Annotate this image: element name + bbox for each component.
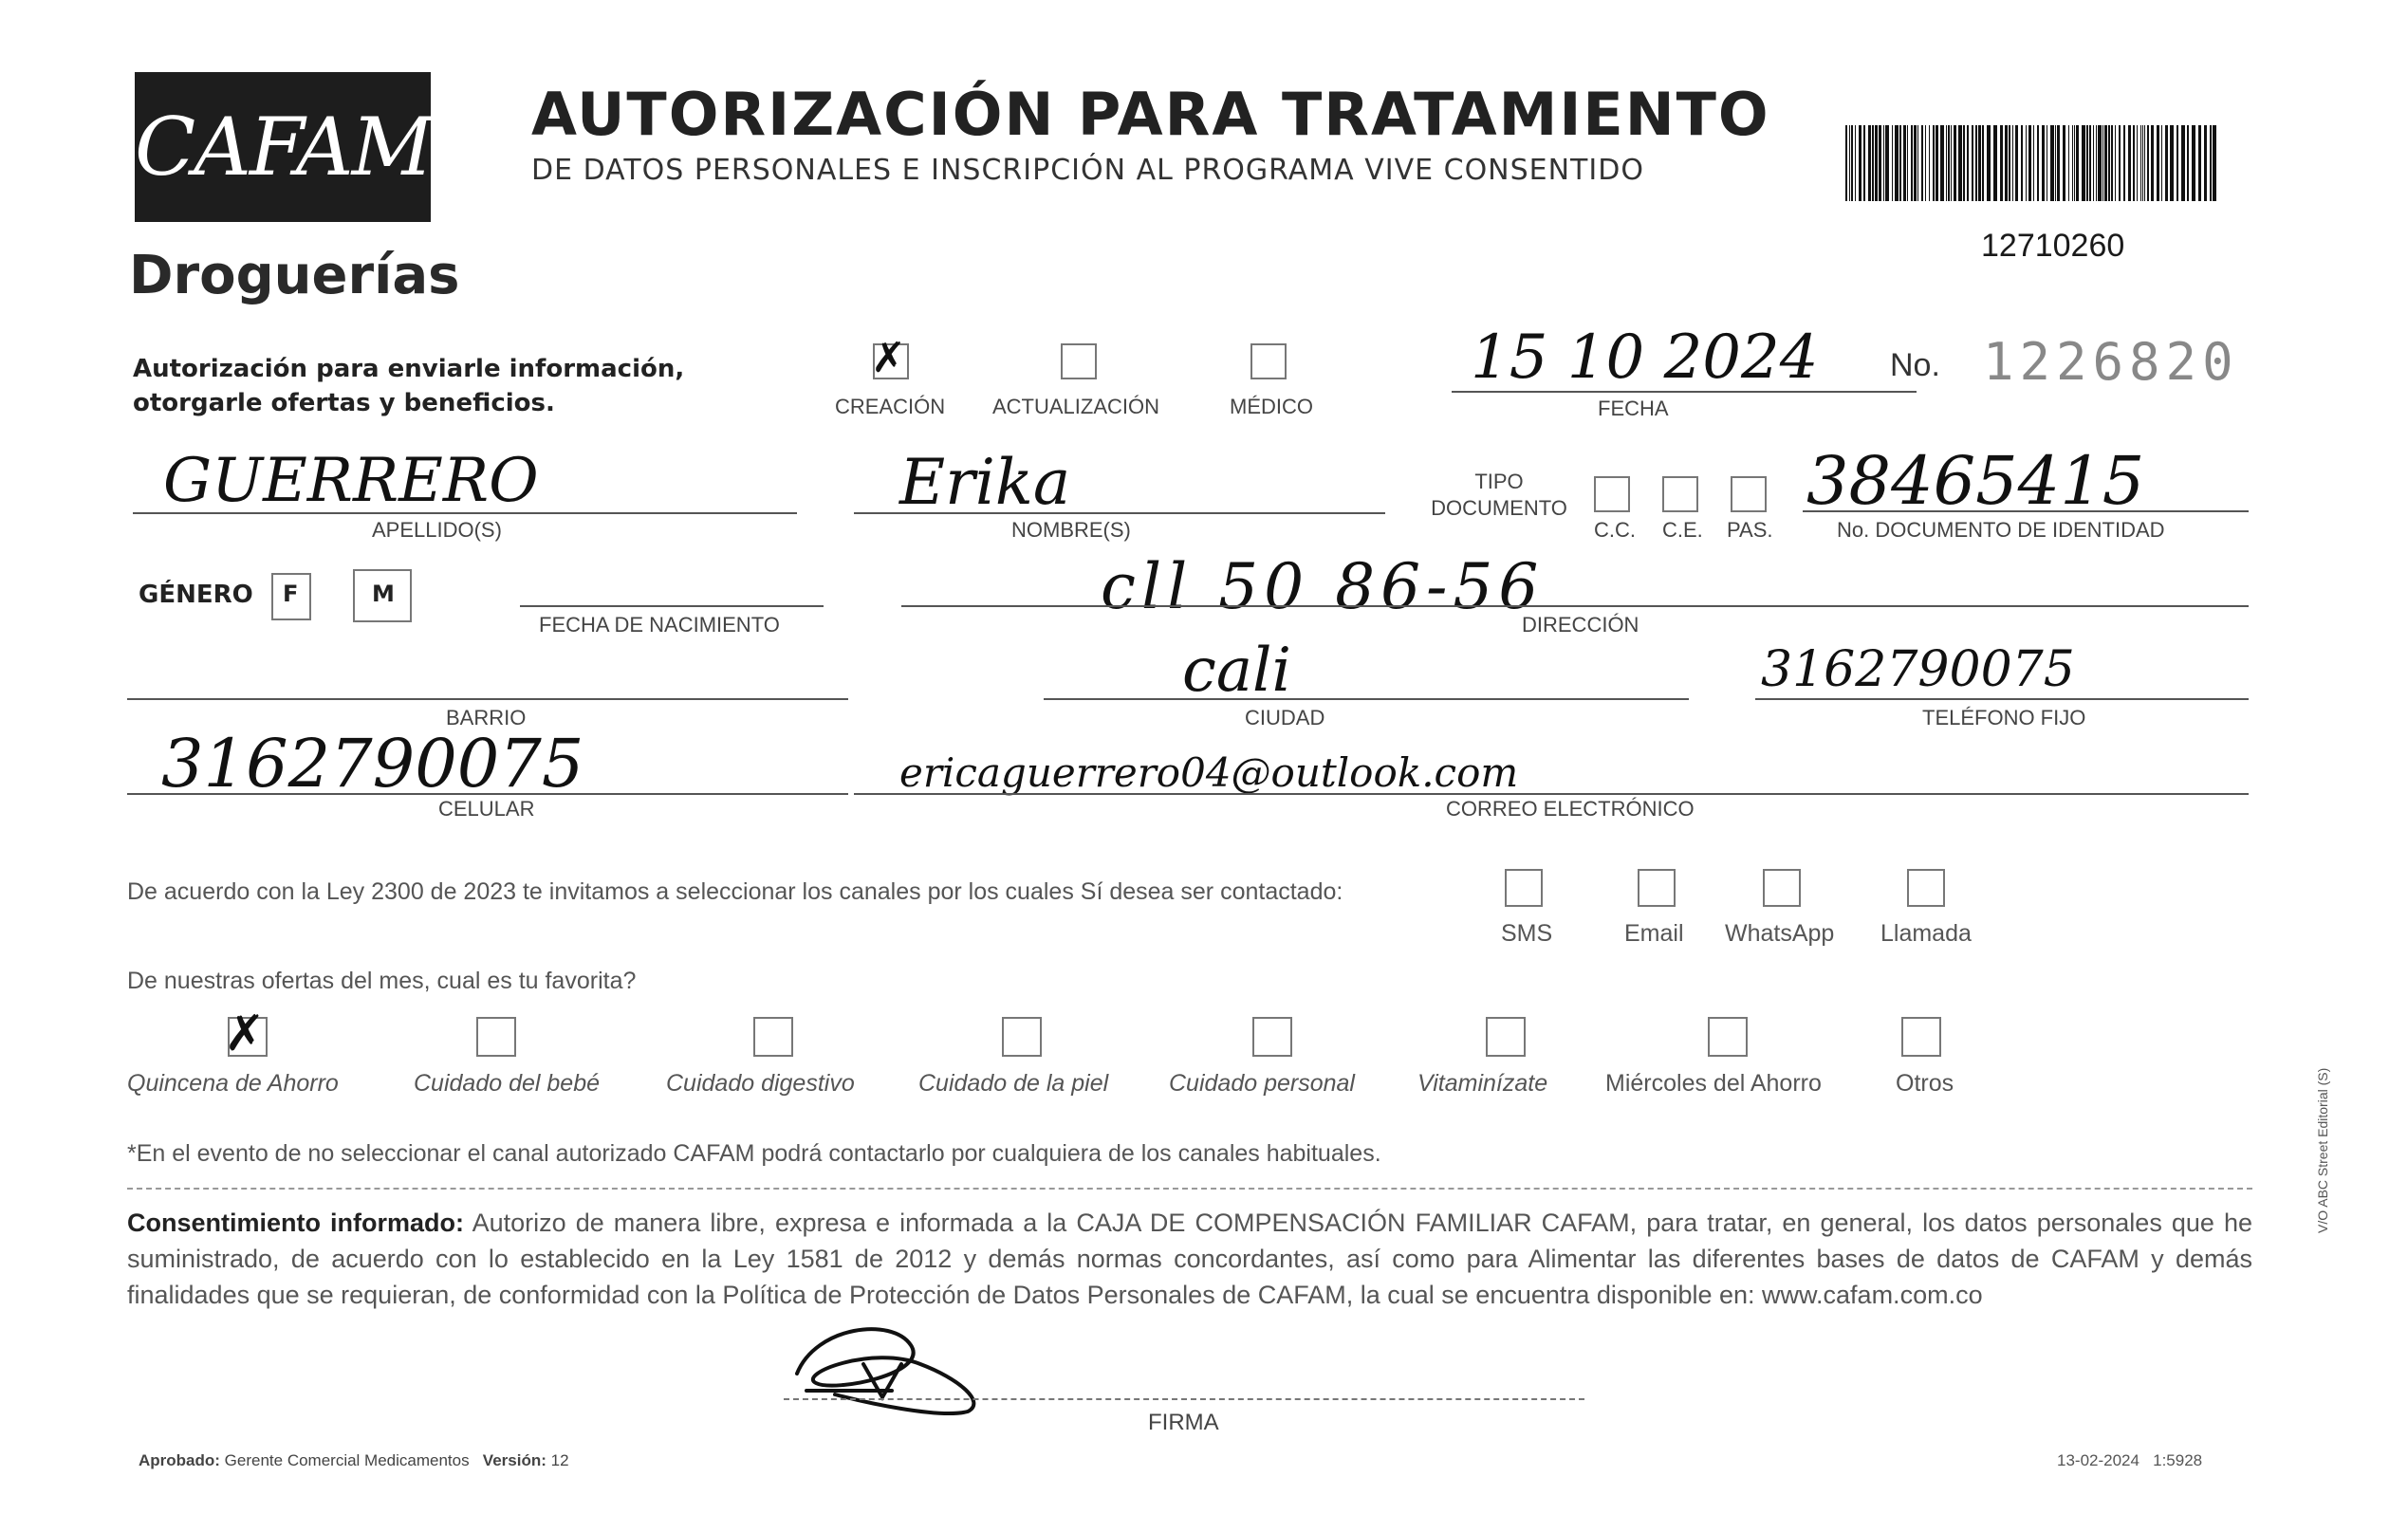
- brand-subtitle: Droguerías: [129, 245, 460, 306]
- form-number: 1226820: [1983, 332, 2239, 392]
- offer-digestivo-checkbox[interactable]: [753, 1017, 793, 1057]
- consent-heading: Consentimiento informado:: [127, 1209, 465, 1237]
- ce-label: C.E.: [1662, 518, 1703, 542]
- offer-personal-checkbox[interactable]: [1252, 1017, 1292, 1057]
- sms-checkbox[interactable]: [1505, 869, 1543, 907]
- nombre-value[interactable]: Erika: [899, 446, 1071, 519]
- offer-miercoles-label: Miércoles del Ahorro: [1605, 1070, 1822, 1097]
- cafam-logo: CAFAM: [135, 72, 431, 222]
- fecha-value[interactable]: 15 10 2024: [1471, 323, 1819, 393]
- apellidos-label: APELLIDO(S): [372, 518, 502, 542]
- whatsapp-label: WhatsApp: [1725, 920, 1835, 947]
- offers-prompt: De nuestras ofertas del mes, cual es tu favorita?: [127, 968, 637, 994]
- consent-text: Autorizo de manera libre, expresa e informada a la CAJA DE COMPENSACIÓN FAMILIAR CAFAM, para tratar, en general, los datos personales que he suministrado, de acuerdo con lo establecido en la Ley 1581 de 2012 y demás normas concordantes, así como para Alimentar las diferentes bases de datos de CAFAM y demás finalidades que se requieran, de conformidad con la Política de Protección de Datos Personales de CAFAM, la cual se encuentra disponible en: www.cafam.com.co: [127, 1209, 2252, 1309]
- barrio-label: BARRIO: [446, 706, 527, 729]
- email-label: Email: [1624, 920, 1684, 947]
- signature-scribble: [778, 1307, 1025, 1421]
- genero-m-label: M: [372, 581, 395, 607]
- documento-value[interactable]: 38465415: [1806, 442, 2145, 520]
- tipo-documento-label: TIPO DOCUMENTO: [1431, 470, 1567, 520]
- consent-paragraph: [127, 1205, 2252, 1313]
- cc-label: C.C.: [1594, 518, 1636, 542]
- celular-value[interactable]: 3162790075: [161, 725, 584, 803]
- email-checkbox[interactable]: [1638, 869, 1676, 907]
- signature-label: FIRMA: [1148, 1410, 1219, 1435]
- no-label: No.: [1890, 347, 1940, 383]
- ce-checkbox[interactable]: [1662, 476, 1698, 512]
- documento-label: No. DOCUMENTO DE IDENTIDAD: [1837, 518, 2165, 542]
- fecha-label: FECHA: [1598, 397, 1669, 420]
- form-title: AUTORIZACIÓN PARA TRATAMIENTO: [531, 80, 1770, 149]
- barcode-number: 12710260: [1981, 228, 2125, 264]
- sms-label: SMS: [1501, 920, 1553, 947]
- direccion-value[interactable]: cll 50 86-56: [1101, 550, 1545, 623]
- offer-vitaminizate-checkbox[interactable]: [1486, 1017, 1526, 1057]
- nombre-label: NOMBRE(S): [1011, 518, 1131, 542]
- telefono-value[interactable]: 3162790075: [1761, 641, 2075, 698]
- genero-f-label: F: [283, 581, 299, 607]
- footer-date-code: 13-02-2024 1:5928: [2057, 1451, 2203, 1469]
- offer-quincena-label: Quincena de Ahorro: [127, 1070, 339, 1097]
- side-print-note: V/O ABC Street Editorial (S): [2315, 1067, 2330, 1233]
- genero-label: GÉNERO: [139, 581, 253, 609]
- whatsapp-checkbox[interactable]: [1763, 869, 1801, 907]
- ciudad-value[interactable]: cali: [1182, 636, 1291, 706]
- telefono-label: TELÉFONO FIJO: [1922, 706, 2086, 729]
- authorization-text-2: otorgarle ofertas y beneficios.: [133, 389, 555, 417]
- offer-vitaminizate-label: Vitaminízate: [1417, 1070, 1548, 1097]
- llamada-checkbox[interactable]: [1907, 869, 1945, 907]
- ciudad-label: CIUDAD: [1245, 706, 1325, 729]
- correo-label: CORREO ELECTRÓNICO: [1446, 797, 1695, 821]
- pas-label: PAS.: [1727, 518, 1773, 542]
- medico-checkbox[interactable]: [1250, 343, 1287, 379]
- offer-bebe-checkbox[interactable]: [476, 1017, 516, 1057]
- offer-otros-checkbox[interactable]: [1901, 1017, 1941, 1057]
- llamada-label: Llamada: [1880, 920, 1972, 947]
- correo-value[interactable]: ericaguerrero04@outlook.com: [899, 749, 1519, 796]
- celular-label: CELULAR: [438, 797, 535, 821]
- actualizacion-label: ACTUALIZACIÓN: [992, 395, 1160, 418]
- cc-checkbox[interactable]: [1594, 476, 1630, 512]
- channels-prompt: De acuerdo con la Ley 2300 de 2023 te invitamos a seleccionar los canales por los cuales Sí desea ser contactado:: [127, 878, 1343, 905]
- authorization-text-1: Autorización para enviarle información,: [133, 355, 685, 383]
- offer-digestivo-label: Cuidado digestivo: [666, 1070, 855, 1097]
- offer-personal-label: Cuidado personal: [1169, 1070, 1355, 1097]
- offer-piel-label: Cuidado de la piel: [918, 1070, 1109, 1097]
- footer-approval: Aprobado: Gerente Comercial Medicamentos Versión: 12: [139, 1451, 569, 1469]
- nacimiento-label: FECHA DE NACIMIENTO: [539, 613, 780, 637]
- offer-otros-label: Otros: [1896, 1070, 1954, 1097]
- medico-label: MÉDICO: [1230, 395, 1313, 418]
- offer-quincena-check-mark: ✗: [224, 1006, 266, 1062]
- actualizacion-checkbox[interactable]: [1061, 343, 1097, 379]
- barcode: [1845, 125, 2221, 201]
- apellidos-value[interactable]: GUERRERO: [163, 446, 539, 516]
- offer-piel-checkbox[interactable]: [1002, 1017, 1042, 1057]
- form-subtitle: DE DATOS PERSONALES E INSCRIPCIÓN AL PROGRAMA VIVE CONSENTIDO: [531, 154, 1644, 187]
- pas-checkbox[interactable]: [1731, 476, 1767, 512]
- creacion-check-mark: ✗: [871, 334, 906, 382]
- channel-note: *En el evento de no seleccionar el canal autorizado CAFAM podrá contactarlo por cualquiera de los canales habituales.: [127, 1140, 1381, 1167]
- offer-bebe-label: Cuidado del bebé: [414, 1070, 600, 1097]
- creacion-label: CREACIÓN: [835, 395, 946, 418]
- direccion-label: DIRECCIÓN: [1522, 613, 1639, 637]
- offer-miercoles-checkbox[interactable]: [1708, 1017, 1748, 1057]
